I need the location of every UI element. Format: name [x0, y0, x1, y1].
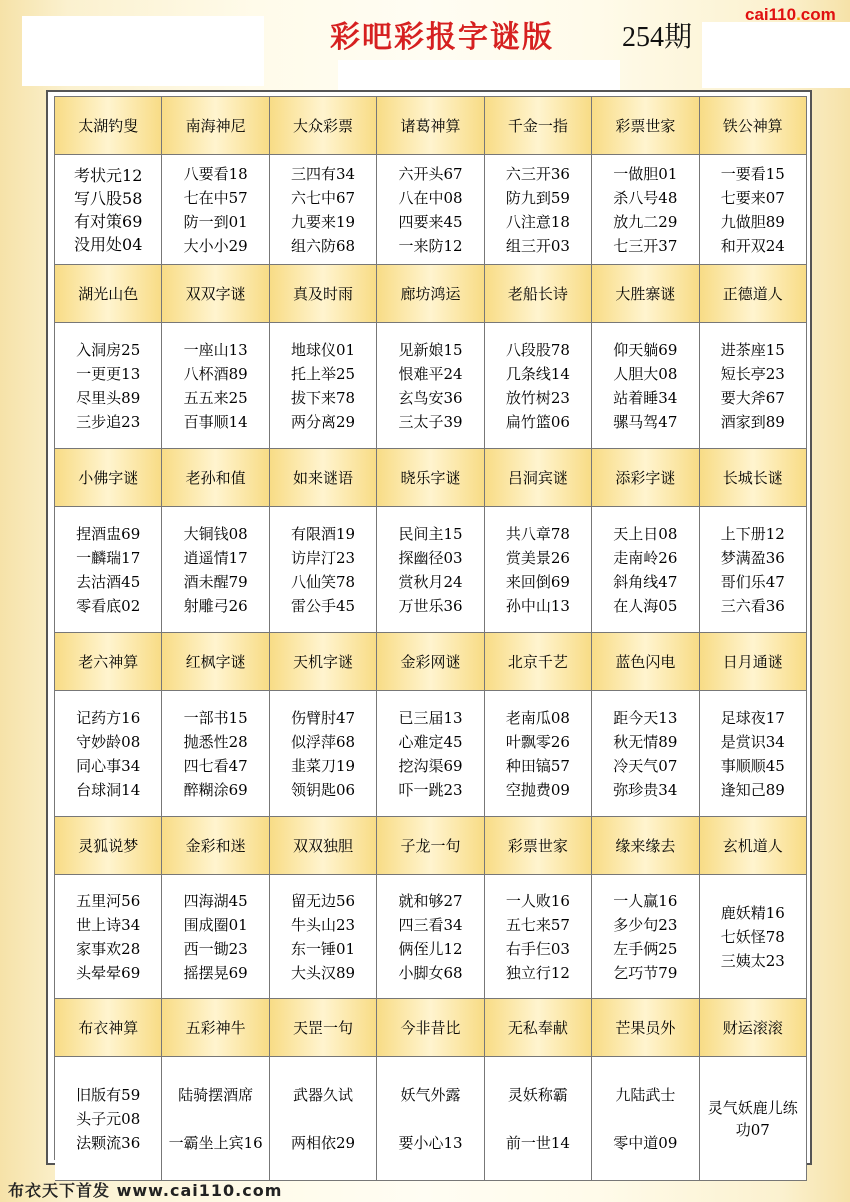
prediction-cell: [377, 323, 484, 449]
prediction-cell: [700, 875, 807, 999]
prediction-line: 一做胆01: [613, 164, 678, 183]
prediction-line: 有对策69: [74, 211, 143, 231]
prediction-line: 零看底02: [76, 596, 141, 615]
site-dot: .: [796, 5, 801, 24]
prediction-line: 见新娘15: [398, 340, 463, 359]
prediction-line: 左手俩25: [613, 939, 678, 958]
prediction-line: 零中道09: [613, 1133, 678, 1152]
column-header: 日月通谜: [700, 633, 807, 691]
column-header: 缘来缘去: [592, 817, 699, 875]
column-header: 晓乐字谜: [377, 449, 484, 507]
blank-right-panel: [702, 22, 850, 88]
prediction-line: 大铜钱08: [183, 524, 248, 543]
column-header: 芒果员外: [592, 999, 699, 1057]
column-header: 天机字谜: [270, 633, 377, 691]
prediction-cell: [700, 323, 807, 449]
riddle-table: [54, 96, 807, 1160]
prediction-line: 鹿妖精16: [720, 903, 785, 922]
prediction-line: 记药方16: [76, 708, 141, 727]
prediction-cell: [700, 691, 807, 817]
prediction-line: 访岸汀23: [291, 548, 356, 567]
prediction-line: 头子元08: [76, 1109, 141, 1128]
prediction-cell: [270, 1057, 377, 1181]
page-title: 彩吧彩报字谜版: [330, 20, 554, 55]
prediction-line: 事顺顺45: [720, 756, 785, 775]
prediction-line: 天上日08: [613, 524, 678, 543]
prediction-cell: [55, 1057, 162, 1181]
prediction-line: 在人海05: [613, 596, 678, 615]
prediction-line: 两分离29: [291, 412, 356, 431]
prediction-line: 三姨太23: [720, 951, 785, 970]
prediction-cell: [485, 155, 592, 265]
prediction-line: 同心事34: [76, 756, 141, 775]
prediction-cell: [592, 323, 699, 449]
prediction-cell: [270, 323, 377, 449]
prediction-cell: [270, 691, 377, 817]
prediction-line: 去沽酒45: [76, 572, 141, 591]
prediction-line: 右手仨03: [505, 939, 570, 958]
column-header: 彩票世家: [485, 817, 592, 875]
prediction-line: 灵气妖鹿儿练功07: [707, 1098, 798, 1139]
prediction-line: 七在中57: [183, 188, 248, 207]
prediction-line: 三步追23: [76, 412, 141, 431]
prediction-line: 乞巧节79: [613, 963, 678, 982]
prediction-line: 六开头67: [398, 164, 463, 183]
prediction-line: 四要来45: [398, 212, 463, 231]
prediction-cell: [377, 875, 484, 999]
prediction-line: 秋无情89: [613, 732, 678, 751]
prediction-line: 世上诗34: [76, 915, 141, 934]
column-header: 老孙和值: [162, 449, 269, 507]
column-header: 蓝色闪电: [592, 633, 699, 691]
prediction-line: 几条线14: [505, 364, 570, 383]
prediction-line: 走南岭26: [613, 548, 678, 567]
prediction-line: 八要看18: [183, 164, 248, 183]
prediction-line: 梦满盈36: [720, 548, 785, 567]
prediction-line: 俩侄儿12: [398, 939, 463, 958]
prediction-line: 前一世14: [505, 1133, 570, 1152]
column-header: 灵狐说梦: [55, 817, 162, 875]
prediction-line: 守妙龄08: [76, 732, 141, 751]
prediction-cell: [55, 691, 162, 817]
prediction-line: 距今天13: [613, 708, 678, 727]
prediction-line: 进茶座15: [720, 340, 785, 359]
prediction-cell: [162, 155, 269, 265]
prediction-line: 弥珍贵34: [613, 780, 678, 799]
prediction-line: 老南瓜08: [505, 708, 570, 727]
prediction-cell: [485, 1057, 592, 1181]
prediction-line: 头晕晕69: [76, 963, 141, 982]
prediction-line: 心难定45: [398, 732, 463, 751]
prediction-line: 围成圈01: [183, 915, 248, 934]
prediction-cell: [162, 875, 269, 999]
riddle-table-frame: [46, 90, 812, 1165]
column-header: 大众彩票: [270, 97, 377, 155]
prediction-line: 酒未醒79: [183, 572, 248, 591]
prediction-line: 独立行12: [505, 963, 570, 982]
column-header: 太湖钓叟: [55, 97, 162, 155]
prediction-line: 上下册12: [720, 524, 785, 543]
prediction-line: 醉糊涂69: [183, 780, 248, 799]
prediction-cell: [55, 507, 162, 633]
prediction-line: 八注意18: [505, 212, 570, 231]
prediction-cell: [485, 323, 592, 449]
prediction-line: 韭菜刀19: [291, 756, 356, 775]
prediction-line: 酒家到89: [720, 412, 785, 431]
prediction-line: 东一锤01: [291, 939, 356, 958]
prediction-cell: [162, 507, 269, 633]
prediction-line: 三太子39: [398, 412, 463, 431]
column-header: 大胜寨谜: [592, 265, 699, 323]
column-header: 南海神尼: [162, 97, 269, 155]
prediction-line: 一部书15: [183, 708, 248, 727]
prediction-line: 雷公手45: [291, 596, 356, 615]
prediction-line: 哥们乐47: [720, 572, 785, 591]
prediction-line: 没用处04: [74, 234, 143, 254]
prediction-line: 万世乐36: [398, 596, 463, 615]
column-header: 添彩字谜: [592, 449, 699, 507]
prediction-line: 孙中山13: [505, 596, 570, 615]
prediction-line: 一人赢16: [613, 891, 678, 910]
column-header: 无私奉献: [485, 999, 592, 1057]
column-header: 真及时雨: [270, 265, 377, 323]
prediction-line: 大头汉89: [291, 963, 356, 982]
prediction-line: 两相依29: [291, 1133, 356, 1152]
column-header: 红枫字谜: [162, 633, 269, 691]
prediction-line: 站着睡34: [613, 388, 678, 407]
prediction-line: 一要看15: [720, 164, 785, 183]
prediction-line: 考状元12: [74, 165, 143, 185]
prediction-cell: [485, 691, 592, 817]
prediction-line: 似浮萍68: [291, 732, 356, 751]
prediction-line: 玄鸟安36: [398, 388, 463, 407]
prediction-line: 写八股58: [74, 188, 143, 208]
prediction-line: 八段股78: [505, 340, 570, 359]
prediction-line: 留无边56: [291, 891, 356, 910]
prediction-cell: [377, 1057, 484, 1181]
prediction-line: 牛头山23: [291, 915, 356, 934]
prediction-line: 家事欢28: [76, 939, 141, 958]
prediction-line: 七要来07: [720, 188, 785, 207]
column-header: 玄机道人: [700, 817, 807, 875]
prediction-line: 是赏识34: [720, 732, 785, 751]
prediction-line: 仰天躺69: [613, 340, 678, 359]
prediction-cell: [592, 155, 699, 265]
blank-center-panel: [338, 60, 620, 94]
issue-number: 254期: [622, 22, 693, 53]
prediction-line: 九陆武士: [615, 1085, 676, 1104]
prediction-line: 一来防12: [398, 236, 463, 255]
prediction-cell: [700, 1057, 807, 1181]
prediction-line: 放竹树23: [505, 388, 570, 407]
column-header: 金彩和迷: [162, 817, 269, 875]
prediction-cell: [377, 507, 484, 633]
prediction-line: 灵妖称霸: [507, 1085, 568, 1104]
prediction-line: 七妖怪78: [720, 927, 785, 946]
prediction-line: 妖气外露: [400, 1085, 461, 1104]
prediction-line: 种田镐57: [505, 756, 570, 775]
prediction-line: 吓一跳23: [398, 780, 463, 799]
prediction-line: 赏秋月24: [398, 572, 463, 591]
prediction-line: 入洞房25: [76, 340, 141, 359]
prediction-line: 空抛费09: [505, 780, 570, 799]
prediction-line: 探幽径03: [398, 548, 463, 567]
prediction-line: 八杯酒89: [183, 364, 248, 383]
column-header: 子龙一句: [377, 817, 484, 875]
column-header: 老船长诗: [485, 265, 592, 323]
blank-left-panel: [22, 16, 264, 86]
prediction-line: 五里河56: [76, 891, 141, 910]
prediction-line: 人胆大08: [613, 364, 678, 383]
prediction-cell: [270, 507, 377, 633]
prediction-line: 逢知己89: [720, 780, 785, 799]
prediction-line: 八在中08: [398, 188, 463, 207]
prediction-line: 骡马驾47: [613, 412, 678, 431]
prediction-line: 四七看47: [183, 756, 248, 775]
prediction-line: 防一到01: [183, 212, 248, 231]
prediction-line: 防九到59: [505, 188, 570, 207]
prediction-line: 西一锄23: [183, 939, 248, 958]
prediction-line: 捏酒盅69: [76, 524, 141, 543]
prediction-line: 斜角线47: [613, 572, 678, 591]
prediction-line: 四三看34: [398, 915, 463, 934]
column-header: 今非昔比: [377, 999, 484, 1057]
column-header: 布衣神算: [55, 999, 162, 1057]
prediction-line: 大小小29: [183, 236, 248, 255]
prediction-line: 三六看36: [720, 596, 785, 615]
prediction-cell: [270, 155, 377, 265]
prediction-line: 尽里头89: [76, 388, 141, 407]
prediction-line: 恨难平24: [398, 364, 463, 383]
prediction-line: 六三开36: [505, 164, 570, 183]
prediction-line: 足球夜17: [720, 708, 785, 727]
site-logo-link[interactable]: [745, 5, 836, 25]
prediction-cell: [377, 155, 484, 265]
prediction-cell: [592, 507, 699, 633]
prediction-cell: [55, 875, 162, 999]
prediction-cell: [485, 875, 592, 999]
prediction-line: 托上举25: [291, 364, 356, 383]
prediction-line: 组六防68: [291, 236, 356, 255]
prediction-line: 逍遥情17: [183, 548, 248, 567]
column-header: 老六神算: [55, 633, 162, 691]
prediction-line: 五七来57: [505, 915, 570, 934]
prediction-line: 一霸坐上宾16: [168, 1133, 263, 1152]
prediction-line: 短长亭23: [720, 364, 785, 383]
prediction-line: 五五来25: [183, 388, 248, 407]
prediction-line: 陆骑摆酒席: [178, 1085, 254, 1104]
prediction-cell: [162, 691, 269, 817]
prediction-line: 七三开37: [613, 236, 678, 255]
prediction-line: 就和够27: [398, 891, 463, 910]
prediction-cell: [592, 1057, 699, 1181]
prediction-line: 四海湖45: [183, 891, 248, 910]
column-header: 金彩网谜: [377, 633, 484, 691]
prediction-line: 一座山13: [183, 340, 248, 359]
prediction-line: 冷天气07: [613, 756, 678, 775]
prediction-line: 九做胆89: [720, 212, 785, 231]
column-header: 诸葛神算: [377, 97, 484, 155]
column-header: 天罡一句: [270, 999, 377, 1057]
prediction-cell: [162, 1057, 269, 1181]
prediction-line: 八仙笑78: [291, 572, 356, 591]
prediction-line: 三四有34: [291, 164, 356, 183]
prediction-cell: [270, 875, 377, 999]
prediction-line: 武器久试: [293, 1085, 354, 1104]
prediction-line: 抛悉性28: [183, 732, 248, 751]
prediction-line: 百事顺14: [183, 412, 248, 431]
prediction-line: 挖沟渠69: [398, 756, 463, 775]
prediction-line: 地球仪01: [291, 340, 356, 359]
column-header: 五彩神牛: [162, 999, 269, 1057]
column-header: 财运滚滚: [700, 999, 807, 1057]
column-header: 正德道人: [700, 265, 807, 323]
site-tld: com: [800, 5, 836, 24]
column-header: 如来谜语: [270, 449, 377, 507]
column-header: 双双字谜: [162, 265, 269, 323]
prediction-line: 杀八号48: [613, 188, 678, 207]
prediction-line: 台球洞14: [76, 780, 141, 799]
prediction-cell: [700, 155, 807, 265]
prediction-cell: [592, 875, 699, 999]
prediction-line: 叶飘零26: [505, 732, 570, 751]
prediction-line: 伤臂肘47: [291, 708, 356, 727]
prediction-cell: [700, 507, 807, 633]
prediction-line: 拔下来78: [291, 388, 356, 407]
prediction-line: 一更更13: [76, 364, 141, 383]
prediction-line: 六七中67: [291, 188, 356, 207]
prediction-line: 旧版有59: [76, 1085, 141, 1104]
column-header: 吕洞宾谜: [485, 449, 592, 507]
prediction-line: 民间主15: [398, 524, 463, 543]
prediction-line: 组三开03: [505, 236, 570, 255]
prediction-line: 领钥匙06: [291, 780, 356, 799]
column-header: 双双独胆: [270, 817, 377, 875]
prediction-line: 已三届13: [398, 708, 463, 727]
column-header: 千金一指: [485, 97, 592, 155]
prediction-cell: [55, 155, 162, 265]
prediction-line: 要小心13: [398, 1133, 463, 1152]
prediction-line: 九要来19: [291, 212, 356, 231]
prediction-line: 小脚女68: [398, 963, 463, 982]
column-header: 湖光山色: [55, 265, 162, 323]
prediction-line: 有限酒19: [291, 524, 356, 543]
prediction-cell: [55, 323, 162, 449]
footer-credit: 布衣天下首发 www.cai110.com: [8, 1181, 283, 1200]
site-name: cai110: [745, 5, 797, 24]
prediction-line: 法颗流36: [76, 1133, 141, 1152]
prediction-line: 共八章78: [505, 524, 570, 543]
prediction-line: 和开双24: [720, 236, 785, 255]
prediction-line: 要大斧67: [720, 388, 785, 407]
prediction-line: 射雕弓26: [183, 596, 248, 615]
column-header: 长城长谜: [700, 449, 807, 507]
prediction-line: 赏美景26: [505, 548, 570, 567]
column-header: 彩票世家: [592, 97, 699, 155]
prediction-line: 摇摆晃69: [183, 963, 248, 982]
prediction-line: 一麟瑞17: [76, 548, 141, 567]
prediction-line: 多少句23: [613, 915, 678, 934]
column-header: 铁公神算: [700, 97, 807, 155]
prediction-cell: [162, 323, 269, 449]
column-header: 北京千艺: [485, 633, 592, 691]
prediction-line: 扁竹篮06: [505, 412, 570, 431]
prediction-line: 一人败16: [505, 891, 570, 910]
prediction-cell: [485, 507, 592, 633]
prediction-line: 来回倒69: [505, 572, 570, 591]
prediction-cell: [592, 691, 699, 817]
column-header: 廊坊鸿运: [377, 265, 484, 323]
prediction-line: 放九二29: [613, 212, 678, 231]
prediction-cell: [377, 691, 484, 817]
column-header: 小佛字谜: [55, 449, 162, 507]
